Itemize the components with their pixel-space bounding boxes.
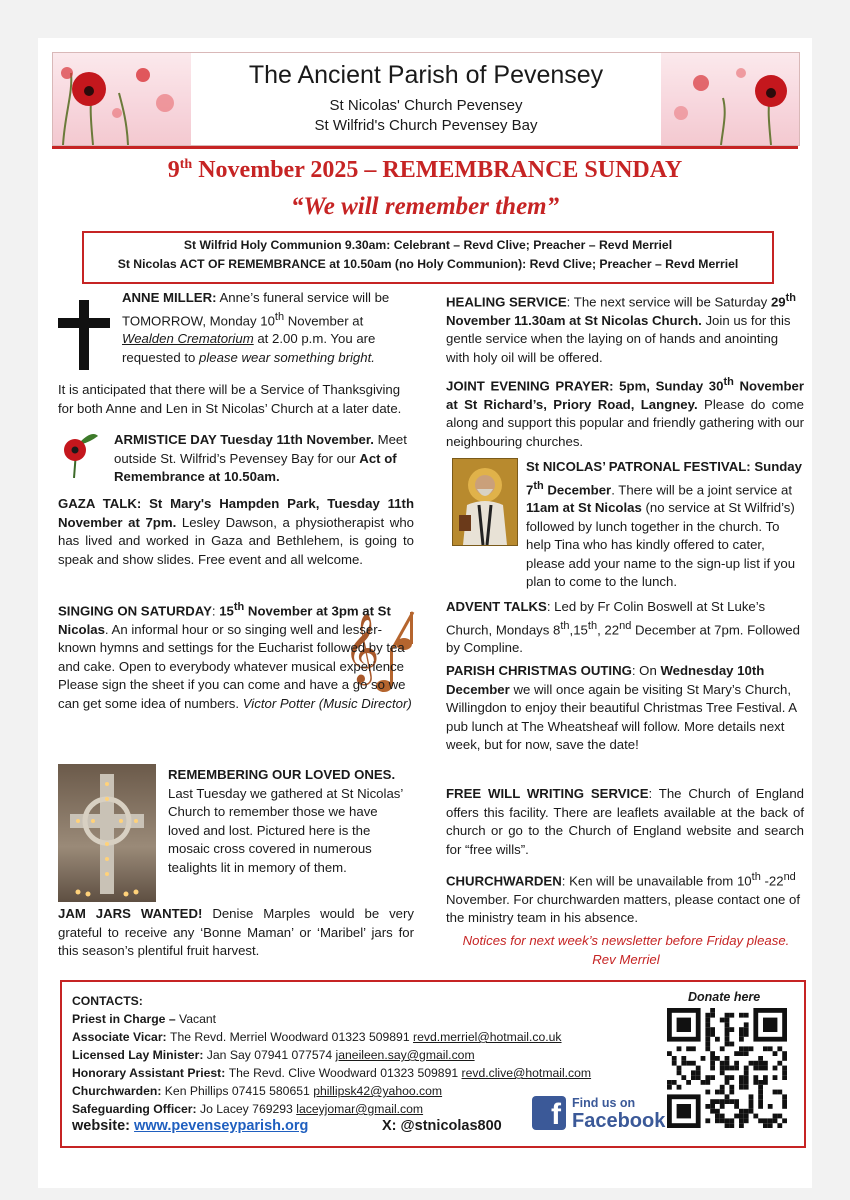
contact-email-link[interactable]: phillipsk42@yahoo.com (313, 1084, 443, 1098)
website-line (72, 1118, 308, 1134)
poppy-icon (58, 428, 102, 483)
armistice-heading: ARMISTICE DAY Tuesday 11th November. (114, 432, 374, 447)
article-singing: SINGING ON SATURDAY: 15th November at 3pm at St Nicolas. An informal hour or so singing well and lesser-known hymns and settings for the Eucharist followed by tea and cake. Open to everybody whatever musical experience Please sign the sheet if you can come and have a go so we can get some idea of numbers. Victor Potter (Music Director) (58, 601, 412, 711)
contact-row (72, 1064, 672, 1082)
poppy-image-right (661, 53, 799, 145)
st-nicolas-icon-image (452, 458, 518, 546)
contact-details: The Revd. Clive Woodward 01323 509891 (228, 1066, 462, 1080)
services-box (82, 231, 774, 284)
remembrance-quote: “We will remember them” (290, 193, 560, 220)
article-advent: ADVENT TALKS: Led by Fr Colin Boswell at St Luke’s Church, Mondays 8th,15th, 22nd December at 7pm. Followed by Compline. (446, 599, 800, 656)
article-gaza-talk: GAZA TALK: St Mary's Hampden Park, Tuesday 11th November at 7pm. Lesley Dawson, a physiotherapist who has lived and worked in Gaza and Bethlehem, is going to speak and show slides. Free event and all welcome. (58, 496, 414, 567)
remembering-heading: REMEMBERING OUR LOVED ONES. (168, 767, 396, 782)
contact-role: Associate Vicar: (72, 1030, 171, 1044)
contact-details: Vacant (179, 1012, 217, 1026)
facebook-icon: f (532, 1096, 566, 1130)
evening-heading: JOINT EVENING PRAYER: (446, 378, 614, 394)
notices-deadline: Notices for next week’s newsletter before Friday please. Rev Merriel (462, 933, 790, 967)
healing-heading: HEALING SERVICE (446, 294, 567, 310)
contact-details: The Revd. Merriel Woodward 01323 509891 (170, 1030, 414, 1044)
donate-qr-code[interactable] (667, 1008, 787, 1128)
contact-role: Honorary Assistant Priest: (72, 1066, 229, 1080)
article-remembering: REMEMBERING OUR LOVED ONES. Last Tuesday we gathered at St Nicolas’ Church to remember those we have loved and lost. Pictured here is the mosaic cross covered in numerous tealights lit in memory of them. (168, 767, 403, 875)
church-line-1: St Nicolas' Church Pevensey (329, 97, 523, 114)
article-anne-miller-cont: It is anticipated that there will be a Service of Thanksgiving for both Anne and Len in St Nicolas’ Church at a later date. (58, 382, 402, 416)
will-heading: FREE WILL WRITING SERVICE (446, 786, 649, 801)
date-suffix: th (179, 157, 193, 172)
patronal-heading: St NICOLAS’ PATRONAL FESTIVAL: Sunday 7 (526, 459, 802, 497)
contact-email-link[interactable]: revd.clive@hotmail.com (461, 1066, 592, 1080)
contact-details: Ken Phillips 07415 580651 (164, 1084, 314, 1098)
article-anne-miller: ANNE MILLER: Anne’s funeral service will be TOMORROW, Monday 10th November at Wealden Crematorium at 2.00 p.m. You are requested to please wear something bright. (122, 290, 390, 365)
article-will-writing: FREE WILL WRITING SERVICE: The Church of England offers this facility. There are leaflets available at the back of church or go to the Church of England website and search for “free wills”. (446, 786, 804, 857)
advent-heading: ADVENT TALKS (446, 599, 547, 614)
contact-role: Churchwarden: (72, 1084, 165, 1098)
service-date (0, 157, 850, 184)
article-armistice: ARMISTICE DAY Tuesday 11th November. Meet outside St. Wilfrid’s Pevensey Bay for our Act of Remembrance at 10.50am. (114, 432, 407, 484)
jam-heading: JAM JARS WANTED! (58, 906, 203, 921)
facebook-find-text: Find us on (572, 1096, 636, 1110)
contact-row (72, 1028, 672, 1046)
article-evening-prayer: JOINT EVENING PRAYER: 5pm, Sunday 30th November at St Richard’s, Priory Road, Langney. Please do come along and support this popular and friendly gathering with our neighbouring churches. (446, 376, 804, 449)
website-link[interactable]: www.pevenseyparish.org (134, 1118, 309, 1134)
header-divider (52, 146, 798, 149)
contact-details: Jan Say 07941 077574 (206, 1048, 336, 1062)
contact-details: Jo Lacey 769293 (200, 1102, 297, 1116)
outing-heading: PARISH CHRISTMAS OUTING (446, 663, 632, 678)
church-line-2: St Wilfrid's Church Pevensey Bay (314, 117, 538, 134)
parish-title: The Ancient Parish of Pevensey (248, 61, 604, 89)
contact-email-link[interactable]: laceyjomar@gmail.com (296, 1102, 424, 1116)
contact-role: Priest in Charge – (72, 1012, 180, 1026)
contacts-box (60, 980, 806, 1148)
contact-email-link[interactable]: janeileen.say@gmail.com (335, 1048, 475, 1062)
crematorium-name: Wealden Crematorium (122, 331, 254, 347)
service-line-1: St Wilfrid Holy Communion 9.30am: Celebrant – Revd Clive; Preacher – Revd Merriel (183, 238, 673, 252)
singing-heading: SINGING ON SATURDAY (58, 603, 212, 619)
contacts-heading: CONTACTS: (72, 994, 143, 1008)
x-handle[interactable]: X: @stnicolas800 (382, 1118, 502, 1134)
service-line-2: St Nicolas ACT OF REMEMBRANCE at 10.50am (no Holy Communion): Revd Clive; Preacher – Revd Merriel (117, 257, 739, 271)
masthead (52, 52, 800, 146)
anne-heading: ANNE MILLER: (122, 290, 217, 305)
contact-email-link[interactable]: revd.merriel@hotmail.co.uk (413, 1030, 562, 1044)
article-jam-jars: JAM JARS WANTED! Denise Marples would be very grateful to receive any ‘Bonne Maman’ or ‘Maribel’ jars for this season’s plentiful fruit harvest. (58, 906, 415, 958)
churchwarden-heading: CHURCHWARDEN (446, 873, 562, 889)
facebook-badge[interactable] (532, 1094, 664, 1134)
contact-row (72, 1046, 672, 1064)
svg-text:𝄞: 𝄞 (344, 614, 380, 681)
masthead-text (199, 53, 653, 145)
article-churchwarden: CHURCHWARDEN: Ken will be unavailable from 10th -22nd November. For churchwarden matters, please contact one of the ministry team in his absence. (446, 871, 801, 926)
date-day: 9 (167, 157, 180, 183)
article-healing: HEALING SERVICE: The next service will be Saturday 29th November 11.30am at St Nicolas Church. Join us for this gentle service when the laying on of hands and anointing with holy oil will be offered. (446, 292, 796, 365)
article-christmas-outing: PARISH CHRISTMAS OUTING: On Wednesday 10th December we will once again be visiting St Mary’s Church, Willingdon to enjoy their beautiful Christmas Tree Festival. A pub lunch at The Wheatsheaf will follow. More details next week, but for now, save the date! (446, 663, 797, 752)
article-patronal: St NICOLAS’ PATRONAL FESTIVAL: Sunday 7th December. There will be a joint service at 11am at St Nicolas (no service at St Wilfrid’s) followed by lunch together in the church. To help Tina who has kindly offered to cater, please add your name to the sign-up list if you plan to come to the lunch. (526, 459, 802, 590)
donate-label: Donate here (688, 990, 761, 1004)
gaza-heading: GAZA TALK: (58, 496, 142, 511)
contact-role: Licensed Lay Minister: (72, 1048, 207, 1062)
date-title: November 2025 – REMEMBRANCE SUNDAY (192, 157, 683, 183)
website-label: website: (72, 1118, 135, 1134)
facebook-name: Facebook (572, 1110, 666, 1132)
poppy-image-left (53, 53, 191, 145)
cross-icon (58, 300, 110, 375)
contact-role: Safeguarding Officer: (72, 1102, 200, 1116)
contact-row (72, 1010, 672, 1028)
mosaic-cross-photo (58, 764, 156, 902)
